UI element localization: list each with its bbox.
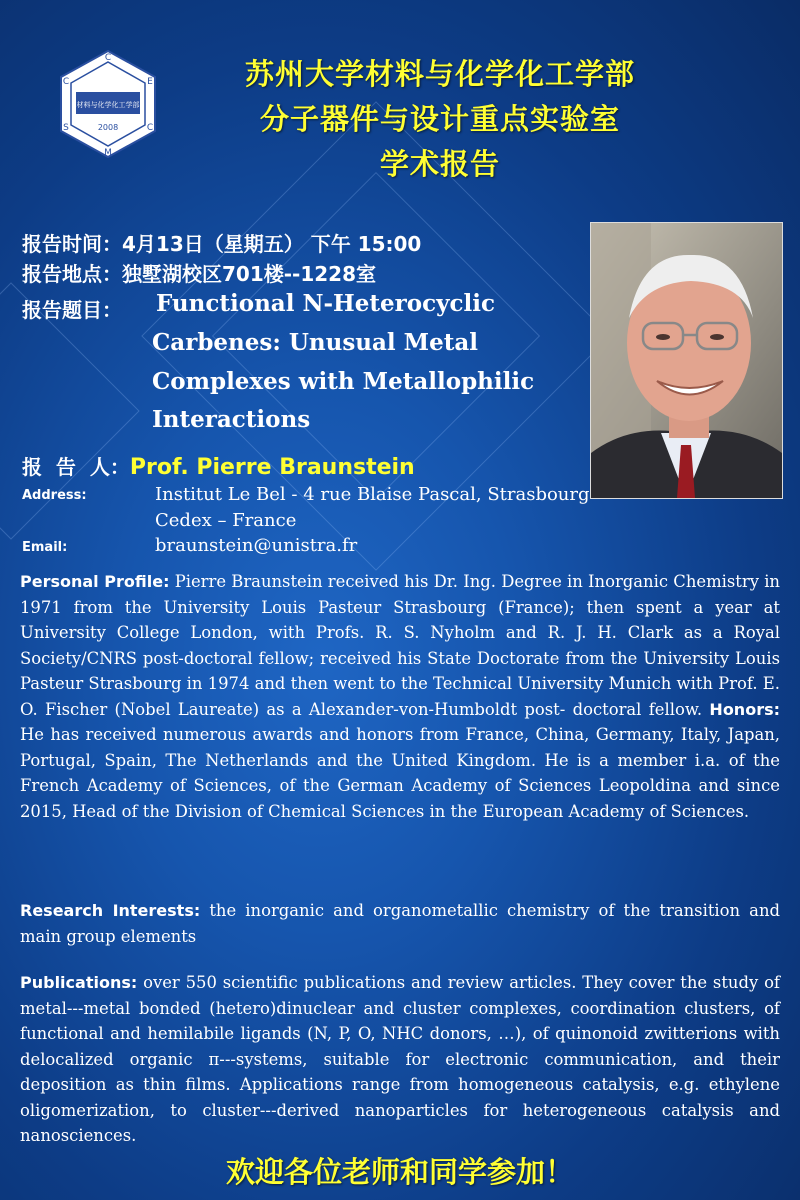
research-interests: [20, 898, 780, 949]
speaker-name: Prof. Pierre Braunstein: [129, 455, 415, 480]
logo-inner-text: 材料与化学化工学部: [76, 101, 140, 109]
honors-label: Honors:: [709, 699, 780, 719]
logo-letter: E: [147, 77, 153, 87]
welcome-footer: 欢迎各位老师和同学参加！: [225, 1155, 574, 1189]
logo-year: 2008: [97, 123, 119, 132]
address-line: Cedex – France: [155, 510, 297, 531]
honors-text: He has received numerous awards and honors from France, China, Germany, Italy, Japan, Portugal, Spain, The Netherlands and the United Kingdom. He is a member i.a. of the French Academy of Sciences, of the German Academy of Sciences Leopoldina and since 2015, Head of the Division of Chemical Sciences in the European Academy of Sciences.: [20, 725, 780, 821]
topic-label: 报告题目：: [22, 298, 122, 322]
speaker-row: [22, 451, 415, 480]
email-value: braunstein@unistra.fr: [155, 535, 358, 556]
logo-letter: C: [62, 77, 70, 87]
time-value: 4月13日（星期五） 下午 15:00: [122, 232, 422, 256]
personal-profile: [20, 569, 780, 824]
place-label: 报告地点：: [22, 262, 122, 286]
speaker-portrait: [590, 222, 783, 499]
topic-line: Carbenes: Unusual Metal: [152, 329, 479, 356]
research-label: Research Interests:: [20, 901, 201, 920]
header-line-3: 学术报告: [379, 147, 500, 181]
publications: [20, 970, 780, 1149]
topic-line: Functional N-Heterocyclic: [156, 290, 495, 317]
topic-line: Complexes with Metallophilic: [152, 368, 535, 395]
address-line: Institut Le Bel - 4 rue Blaise Pascal, Strasbourg: [155, 484, 590, 505]
profile-label: Personal Profile:: [20, 572, 170, 591]
time-row: [22, 228, 421, 257]
topic-line: Interactions: [152, 406, 311, 433]
speaker-label: 报 告 人：: [22, 455, 130, 479]
research-text: the inorganic and organometallic chemistry of the transition and main group elements: [20, 901, 781, 946]
place-row: [22, 258, 376, 287]
logo-letter: C: [104, 53, 112, 63]
publications-label: Publications:: [20, 973, 138, 992]
time-label: 报告时间：: [22, 232, 122, 256]
header-line-1: 苏州大学材料与化学化工学部: [244, 57, 635, 91]
address-label: Address:: [22, 488, 87, 503]
logo-letter: C: [146, 123, 154, 133]
profile-text: Pierre Braunstein received his Dr. Ing. Degree in Inorganic Chemistry in 1971 from the University Louis Pasteur Strasbourg (France); then spent a year at University College London, with Profs. R. S. Nyholm and R. J. H. Clark as a Royal Society/CNRS post-doctoral fellow; received his State Doctorate from the University Louis Pasteur Strasbourg in 1974 and then went to the Technical University Munich with Prof. E. O. Fischer (Nobel Laureate) as a Alexander-von-Humboldt post- doctoral fellow.: [20, 572, 780, 719]
place-value: 独墅湖校区701楼--1228室: [122, 262, 377, 286]
publications-text: over 550 scientific publications and review articles. They cover the study of metal---metal bonded (hetero)dinuclear and cluster complexes, coordination clusters, of functional and hemilabile ligands (N, P, O, NHC donors, …), of quinonoid zwitterions with delocalized organic π---systems, suitable for electronic communication, and their deposition as thin films. Applications range from homogeneous catalysis, e.g. ethylene oligomerization, to cluster---derived nanoparticles for heterogeneous catalysis and nanosciences.: [20, 973, 780, 1145]
logo-letter: M: [104, 148, 112, 158]
header-line-2: 分子器件与设计重点实验室: [259, 102, 620, 136]
logo-letter: S: [63, 123, 69, 133]
email-label: Email:: [22, 540, 68, 555]
